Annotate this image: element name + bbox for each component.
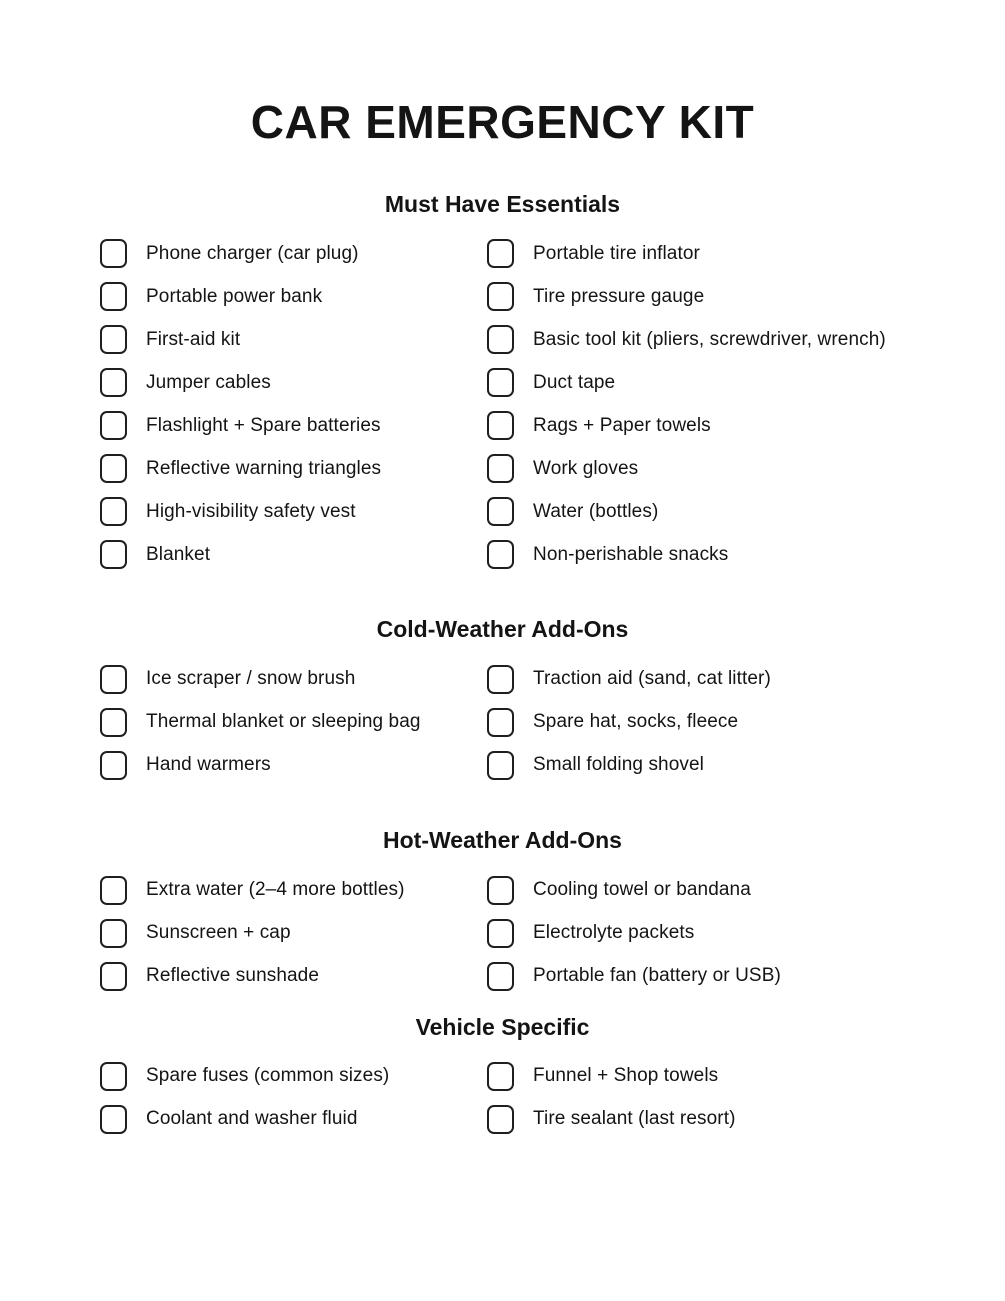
checklist-item: [487, 1055, 928, 1098]
checkbox[interactable]: [100, 919, 127, 948]
checkbox[interactable]: [100, 751, 127, 780]
checkbox[interactable]: [487, 1105, 514, 1134]
checklist-item: [487, 404, 928, 447]
checkbox[interactable]: [487, 540, 514, 569]
section-vehicle-specific: [0, 1014, 1005, 1142]
checklist-column: [100, 1055, 487, 1141]
checkbox[interactable]: [487, 962, 514, 991]
checklist-item: [100, 533, 487, 576]
checklist-item: [100, 744, 487, 787]
checklist-item: [100, 955, 487, 998]
checkbox[interactable]: [100, 1062, 127, 1091]
checkbox[interactable]: [487, 282, 514, 311]
checkbox[interactable]: [487, 919, 514, 948]
checklist-item: [100, 361, 487, 404]
checkbox[interactable]: [100, 368, 127, 397]
checklist-item-label: Duct tape: [533, 371, 616, 393]
checklist-column: [487, 1055, 928, 1141]
checklist-item: [487, 955, 928, 998]
checklist-item-label: Portable tire inflator: [533, 242, 700, 264]
checklist-item: [100, 447, 487, 490]
checkbox[interactable]: [100, 325, 127, 354]
checklist-item: [487, 1098, 928, 1141]
checklist-item: [487, 275, 928, 318]
checklist-item-label: First-aid kit: [146, 328, 241, 350]
checklist-column: [100, 232, 487, 576]
checklist-item-label: Reflective warning triangles: [146, 457, 382, 479]
checklist-item: [100, 701, 487, 744]
checkbox[interactable]: [487, 708, 514, 737]
checkbox[interactable]: [100, 876, 127, 905]
section-heading: Vehicle Specific: [415, 1013, 590, 1040]
checklist-item-label: Reflective sunshade: [146, 964, 320, 986]
checklist-item-label: Small folding shovel: [533, 754, 704, 776]
checklist-item-label: Non-perishable snacks: [533, 543, 729, 565]
checklist-item-label: Extra water (2–4 more bottles): [146, 878, 405, 900]
checklist-item: [487, 869, 928, 912]
checklist-item: [100, 275, 487, 318]
checklist-item: [487, 701, 928, 744]
checkbox[interactable]: [487, 665, 514, 694]
checkbox[interactable]: [100, 1105, 127, 1134]
section-heading: Must Have Essentials: [384, 190, 621, 217]
checklist-item-label: Funnel + Shop towels: [533, 1065, 719, 1087]
checklist-item-label: Tire sealant (last resort): [533, 1108, 736, 1130]
checkbox[interactable]: [487, 454, 514, 483]
checklist-item: [487, 744, 928, 787]
checklist-item-label: Spare fuses (common sizes): [146, 1065, 390, 1087]
checklist-item-label: Basic tool kit (pliers, screwdriver, wrench): [533, 328, 886, 350]
checkbox[interactable]: [487, 411, 514, 440]
checklist-item-label: Blanket: [146, 543, 211, 565]
section-cold-weather-add-ons: [0, 616, 1005, 787]
checklist-item: [487, 490, 928, 533]
checklist-item: [100, 869, 487, 912]
checkbox[interactable]: [100, 962, 127, 991]
checkbox[interactable]: [100, 665, 127, 694]
checklist-item-label: Thermal blanket or sleeping bag: [146, 711, 421, 733]
checklist-item: [487, 658, 928, 701]
checkbox[interactable]: [487, 239, 514, 268]
checklist-column: [100, 658, 487, 787]
checklist: [0, 191, 1005, 1141]
checklist-item: [100, 912, 487, 955]
checkbox[interactable]: [487, 1062, 514, 1091]
checklist-item: [100, 1098, 487, 1141]
section-heading: Hot-Weather Add-Ons: [383, 827, 622, 854]
checklist-item: [100, 318, 487, 361]
checkbox[interactable]: [100, 708, 127, 737]
checklist-column: [100, 869, 487, 998]
checklist-item: [100, 490, 487, 533]
checklist-item: [487, 447, 928, 490]
checklist-item-label: Ice scraper / snow brush: [146, 668, 356, 690]
checklist-item: [100, 404, 487, 447]
checklist-item: [100, 1055, 487, 1098]
checklist-item-label: Work gloves: [533, 457, 639, 479]
checklist-column: [487, 232, 928, 576]
checklist-item: [487, 232, 928, 275]
checklist-item: [100, 232, 487, 275]
section-must-have-essentials: [0, 191, 1005, 577]
checklist-item-label: Cooling towel or bandana: [533, 878, 751, 900]
checkbox[interactable]: [487, 325, 514, 354]
checklist-item-label: Spare hat, socks, fleece: [533, 711, 739, 733]
checklist-item-label: Coolant and washer fluid: [146, 1108, 358, 1130]
checkbox[interactable]: [487, 751, 514, 780]
section-heading: Cold-Weather Add-Ons: [376, 616, 629, 643]
checklist-item-label: Electrolyte packets: [533, 921, 695, 943]
checklist-column: [487, 869, 928, 998]
checklist-item-label: Flashlight + Spare batteries: [146, 414, 381, 436]
section-grid: [100, 658, 928, 787]
checklist-item-label: Portable fan (battery or USB): [533, 964, 781, 986]
checklist-item: [487, 912, 928, 955]
checkbox[interactable]: [100, 411, 127, 440]
checklist-item-label: Jumper cables: [146, 371, 271, 393]
checklist-item-label: Rags + Paper towels: [533, 414, 711, 436]
section-hot-weather-add-ons: [0, 827, 1005, 998]
checklist-item: [487, 533, 928, 576]
checkbox[interactable]: [100, 239, 127, 268]
checklist-item-label: Hand warmers: [146, 754, 271, 776]
section-grid: [100, 869, 928, 998]
checklist-item: [100, 658, 487, 701]
checkbox[interactable]: [487, 497, 514, 526]
checkbox[interactable]: [100, 497, 127, 526]
checkbox[interactable]: [487, 876, 514, 905]
checklist-item-label: Phone charger (car plug): [146, 242, 359, 264]
checklist-item-label: Water (bottles): [533, 500, 659, 522]
checkbox[interactable]: [100, 540, 127, 569]
checklist-column: [487, 658, 928, 787]
section-grid: [100, 232, 928, 576]
checklist-item-label: Portable power bank: [146, 285, 323, 307]
checklist-item: [487, 361, 928, 404]
page-title: CAR EMERGENCY KIT: [250, 96, 755, 148]
section-grid: [100, 1055, 928, 1141]
checklist-item: [487, 318, 928, 361]
checklist-item-label: Sunscreen + cap: [146, 921, 291, 943]
checklist-item-label: Tire pressure gauge: [533, 285, 705, 307]
checkbox[interactable]: [100, 454, 127, 483]
checklist-item-label: Traction aid (sand, cat litter): [533, 668, 771, 690]
checklist-item-label: High-visibility safety vest: [146, 500, 356, 522]
checkbox[interactable]: [487, 368, 514, 397]
checkbox[interactable]: [100, 282, 127, 311]
